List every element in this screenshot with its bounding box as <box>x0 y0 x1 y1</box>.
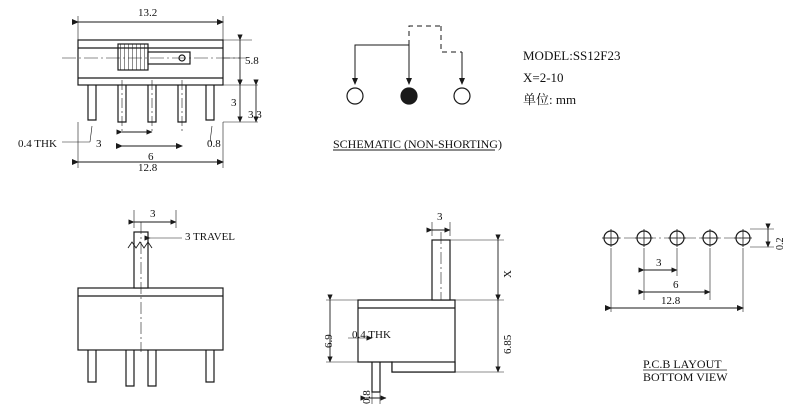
model-label: MODEL:SS12F23 <box>523 48 621 63</box>
pcb-caption-line2: BOTTOM VIEW <box>643 370 728 384</box>
dim-pitch-3: 3 <box>96 138 102 150</box>
pcb-dim-12-8: 12.8 <box>661 295 681 307</box>
dim-pitch-6: 6 <box>148 151 154 163</box>
dim-height-6-9: 6.9 <box>323 334 335 348</box>
dim-edge-0-8: 0.8 <box>207 138 221 150</box>
dim-travel-top: 3 <box>150 208 156 220</box>
dim-height-3-3: 3.3 <box>248 109 262 121</box>
dim-height-3: 3 <box>231 97 237 109</box>
dim-knob-width: 3 <box>437 211 443 223</box>
pcb-dim-3: 3 <box>656 257 662 269</box>
units-label: 单位: mm <box>523 92 577 107</box>
dim-height-5-8: 5.8 <box>245 55 259 67</box>
dim-x: X <box>502 270 514 278</box>
dim-foot-0-8: 0.8 <box>361 390 373 404</box>
pcb-caption-line1: P.C.B LAYOUT <box>643 357 722 371</box>
dim-top-width: 13.2 <box>138 7 158 19</box>
dim-thk-side: 0.4 THK <box>352 329 391 341</box>
dim-travel-label: 3 TRAVEL <box>185 231 236 243</box>
pcb-dim-6: 6 <box>673 279 679 291</box>
dim-thk-front: 0.4 THK <box>18 138 57 150</box>
pcb-dim-0-2: 0.2 <box>775 237 786 250</box>
dim-height-6-85: 6.85 <box>502 334 514 354</box>
range-label: X=2-10 <box>523 70 564 85</box>
schematic-caption: SCHEMATIC (NON-SHORTING) <box>333 137 502 151</box>
dim-bottom-width: 12.8 <box>138 162 158 174</box>
